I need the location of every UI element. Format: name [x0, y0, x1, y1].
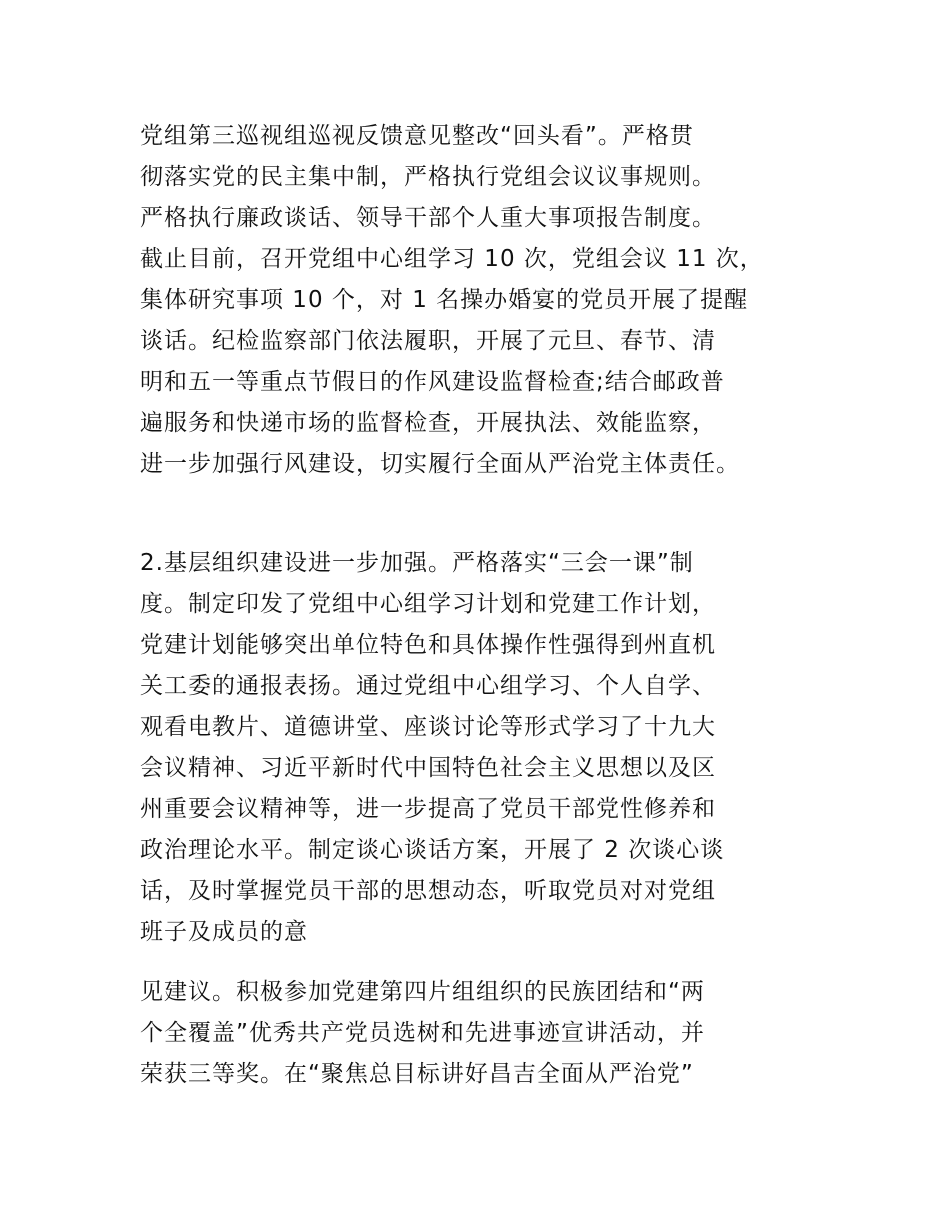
text-line: 党组第三巡视组巡视反馈意见整改“回头看”。严格贯 [140, 123, 694, 149]
text-line: 彻落实党的民主集中制，严格执行党组会议议事规则。 [140, 164, 716, 190]
text-line: 严格执行廉政谈话、领导干部个人重大事项报告制度。 [140, 205, 716, 231]
paragraph-continuation [140, 972, 705, 1095]
text-line: 观看电教片、道德讲堂、座谈讨论等形式学习了十九大 [140, 714, 716, 740]
text-line: 集体研究事项 10 个，对 1 名操办婚宴的党员开展了提醒 [140, 287, 749, 313]
paragraph-inspection-rectification [140, 116, 764, 485]
text-line: 遍服务和快递市场的监督检查，开展执法、效能监察， [140, 410, 716, 436]
text-line: 个全覆盖”优秀共产党员选树和先进事迹宣讲活动，并 [140, 1020, 705, 1046]
text-line: 谈话。纪检监察部门依法履职，开展了元旦、春节、清 [140, 328, 716, 354]
text-line: 班子及成员的意 [140, 919, 308, 945]
text-line: 明和五一等重点节假日的作风建设监督检查;结合邮政普 [140, 369, 725, 395]
text-line: 截止目前，召开党组中心组学习 10 次，党组会议 11 次， [140, 246, 764, 272]
text-line: 荣获三等奖。在“聚焦总目标讲好昌吉全面从严治党” [140, 1061, 694, 1087]
text-line: 2.基层组织建设进一步加强。严格落实“三会一课”制 [140, 550, 694, 576]
text-line: 度。制定印发了党组中心组学习计划和党建工作计划， [140, 591, 716, 617]
text-line: 州重要会议精神等，进一步提高了党员干部党性修养和 [140, 796, 716, 822]
text-line: 见建议。积极参加党建第四片组组织的民族团结和“两 [140, 979, 705, 1005]
text-line: 党建计划能够突出单位特色和具体操作性强得到州直机 [140, 632, 716, 658]
paragraph-grassroots-organization [140, 543, 724, 953]
text-line: 话，及时掌握党员干部的思想动态，听取党员对对党组 [140, 878, 716, 904]
text-line: 政治理论水平。制定谈心谈话方案，开展了 2 次谈心谈 [140, 837, 725, 863]
text-line: 会议精神、习近平新时代中国特色社会主义思想以及区 [140, 755, 716, 781]
text-line: 关工委的通报表扬。通过党组中心组学习、个人自学、 [140, 673, 716, 699]
text-line: 进一步加强行风建设，切实履行全面从严治党主体责任。 [140, 451, 740, 477]
